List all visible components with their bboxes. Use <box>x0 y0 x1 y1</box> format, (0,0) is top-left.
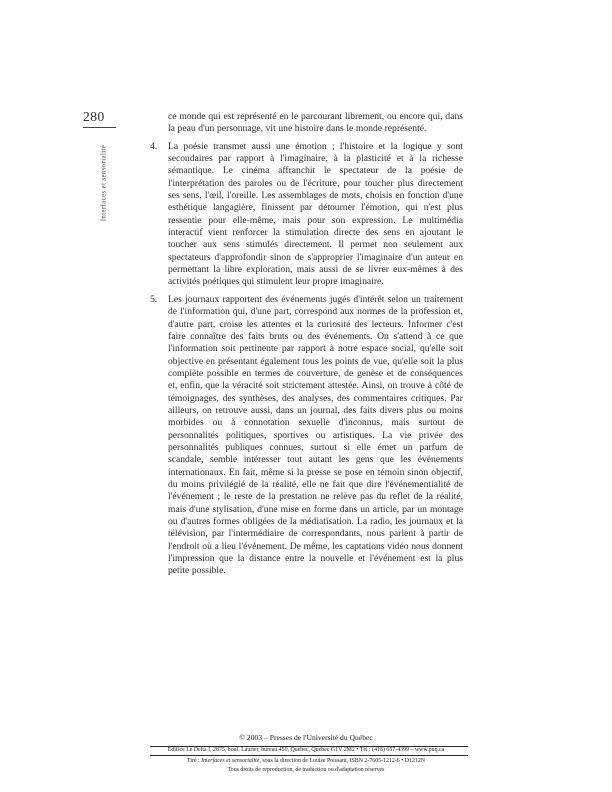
paragraph-continuation <box>168 111 463 136</box>
footer-copyright: © 2003 – Presses de l'Université du Québec <box>239 733 373 742</box>
paragraph-text: La poésie transmet aussi une émotion ; l'histoire et la logique y sont secondaires par rapport à l'imaginaire, à la plasticité et à la richesse sémantique. Le cinéma affranchit le spectateur de la poésie de l'interprétation des paroles ou de l'écriture, pour toucher plus directement ses sens, l'œil, l'oreille. Les assemblages de mots, choisis en fonction d'une esthétique langagière, finissent par détourner l'émotion, qui n'est plus ressentie pour elle-même, mais pour son expression. Le multimédia interactif vient renforcer la stimulation directe des sens en ajoutant le toucher aux sens stimulés directement. Il permet non seulement aux spectateurs d'approfondir sinon de s'approprier l'imaginaire d'un auteur en permettant la libre exploration, mais aussi de se livrer eux-mêmes à des activités poétiques qui stimulent leur propre imaginaire. <box>168 140 463 288</box>
margin-running-title: Interfaces et sensorialité <box>100 144 108 222</box>
paragraph-text: ce monde qui est représenté en le parcourant librement, ou encore qui, dans la peau d'un personnage, vit une histoire dans le monde représenté. <box>168 111 463 135</box>
book-title: Interfaces et sensorialité <box>201 757 260 764</box>
footer-rule-bottom <box>150 755 468 756</box>
list-item-number: 5. <box>150 293 158 305</box>
paragraph-text: Les journaux rapportent des événements jugés d'intérêt selon un traitement de l'information qui, d'une part, correspond aux normes de la profession et, d'autre part, croise les attentes et la curiosité des lecteurs. Informer c'est faire connaître des faits bruts ou des événements. On s'attend à ce que l'information soit pertinente par rapport à notre espace social, qu'elle soit objective en présentant également tous les points de vue, qu'elle soit la plus complète possible en termes de couverture, de genèse et de conséquences et, enfin, que la véracité soit strictement attestée. Ainsi, on trouve à côté de témoignages, des synthèses, des analyses, des commentaires critiques. Par ailleurs, on retrouve aussi, dans un journal, des faits divers plus ou moins morbides ou à connotation sexuelle d'inconnus, mais surtout de personnalités politiques, sportives ou artistiques. La vie privée des personnalités publiques connues, surtout si elle émet un parfum de scandale, semble intéresser tout autant les gens que les événements internationaux. En fait, même si la presse se pose en témoin sinon objectif, du moins privilégié de la réalité, elle ne fait que dire l'événementialité de l'événement ; le reste de la prestation ne relève pas du reflet de la réalité, mais d'une stylisation, d'une mise en forme dans un article, par un montage ou d'autres formes obligées de la médiatisation. La radio, les journaux et la télévision, par l'intermédiaire de correspondants, nous parlent à partir de l'endroit où a lieu l'événement. De même, les captations vidéo nous donnent l'impression que la distance entre la nouvelle et l'événement est la plus petite possible. <box>168 293 463 577</box>
page-number: 280 <box>83 109 116 128</box>
footer-publisher-address: Édifice Le Delta I, 2875, boul. Laurier, bureau 450, Québec, Québec G1V 2M2 • Tél : (418) 657-4399 – www.puq.ca <box>167 747 445 753</box>
edition-suffix: , sous la direction de Louise Poissant, ISBN 2-7605-1212-6 • D1212N <box>259 757 426 764</box>
list-item-4 <box>150 140 463 289</box>
footer-edition-line <box>0 758 612 764</box>
footer-rights-notice: Tous droits de reproduction, de traduction ou d'adaptation réservés <box>227 766 385 773</box>
edition-prefix: Tiré : <box>186 757 202 764</box>
body-text-column <box>150 111 463 583</box>
list-item-number: 4. <box>150 140 158 152</box>
list-item-5 <box>150 293 463 578</box>
